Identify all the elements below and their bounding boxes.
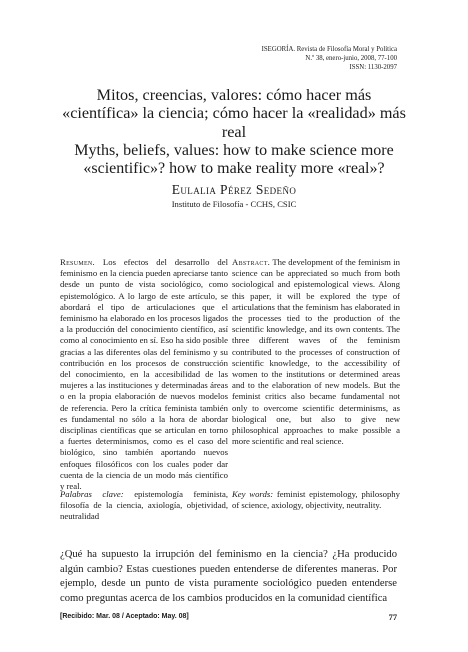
title-spanish: Mitos, creencias, valores: cómo hacer más «científica» la ciencia; cómo hacer la «realidad» más real	[62, 86, 406, 141]
keywords-english-text: feminist epistemology, philosophy of science, axiology, objectivity, neutrality.	[232, 489, 400, 511]
abstract-spanish	[60, 257, 228, 492]
journal-issue: N.º 38, enero-junio, 2008, 77-100	[305, 55, 397, 63]
author-name: Eulalia Pérez Sedeño	[171, 182, 297, 197]
journal-name: ISEGORÍA. Revista de Filosofía Moral y Política	[261, 46, 397, 53]
keywords-spanish-text: epistemología feminista, filosofía de la ciencia, axiología, objetividad, neutralidad	[60, 489, 228, 522]
title-english: Myths, beliefs, values: how to make science more «scientific»? how to make reality more «real»?	[74, 142, 394, 178]
keywords-english	[232, 489, 400, 511]
page-number: 77	[388, 613, 397, 622]
abstract-english-text: The development of the feminism in science can be appreciated so much from both sociological and epistemological views. Along this paper, it will be explored the type of articulations that the feminism has elaborated in the processes tied to the production of the scientific knowledge, and its own contents. The three different waves of the feminism contributed to the processes of construction of scientific knowledge, to the accessibility of women to the institutions or determined areas and to the elaboration of new models. But the feminist critics also became fundamental not only to overcome scientific determinisms, as biological one, but also to give new philosophical approaches to make possible a more scientific and real science.	[232, 257, 400, 447]
abstract-english	[232, 257, 400, 447]
journal-issn: ISSN: 1130-2097	[349, 64, 397, 72]
keywords-spanish-label: Palabras clave:	[60, 489, 124, 499]
journal-header	[262, 45, 397, 73]
abstract-english-label: Abstract.	[232, 257, 271, 267]
abstract-spanish-label: Resumen.	[60, 257, 96, 267]
keywords-english-label: Key words:	[232, 489, 274, 499]
abstract-spanish-text: Los efectos del desarrollo del feminismo en la ciencia pueden apreciarse tanto desde un punto de vista sociológico, como epistemológico. A lo largo de este artículo, se abordará el tipo de articulaciones que el feminismo ha elaborado en los procesos ligados a la producción del conocimiento científico, así como al conocimiento en sí. Eso ha sido posible gracias a las diferentes olas del feminismo y su contribución en los procesos de construcción del conocimiento, en la accesibilidad de las mujeres a las instituciones y determinadas áreas o en la propia elaboración de nuevos modelos de referencia. Pero la crítica feminista también es fundamental no sólo a la hora de abordar disciplinas científicas que se articulan en torno a fuertes determinismos, como es el caso del biológico, sino también aportando nuevos enfoques filosóficos con los cuales poder dar cuenta de la ciencia de un modo más científico y real.	[60, 257, 228, 492]
author-affiliation: Instituto de Filosofía - CCHS, CSIC	[171, 199, 297, 209]
page-footer	[60, 613, 397, 620]
body-paragraph: ¿Qué ha supuesto la irrupción del feminismo en la ciencia? ¿Ha producido algún cambio? Estas cuestiones pueden entenderse de diferentes maneras. Por ejemplo, desde un punto de vista puramente sociológico pueden entenderse como preguntas acerca de los cambios producidos en la comunidad científica	[60, 549, 397, 604]
received-accepted-dates: [Recibido: Mar. 08 / Aceptado: May. 08]	[60, 613, 189, 620]
keywords-spanish	[60, 489, 228, 523]
